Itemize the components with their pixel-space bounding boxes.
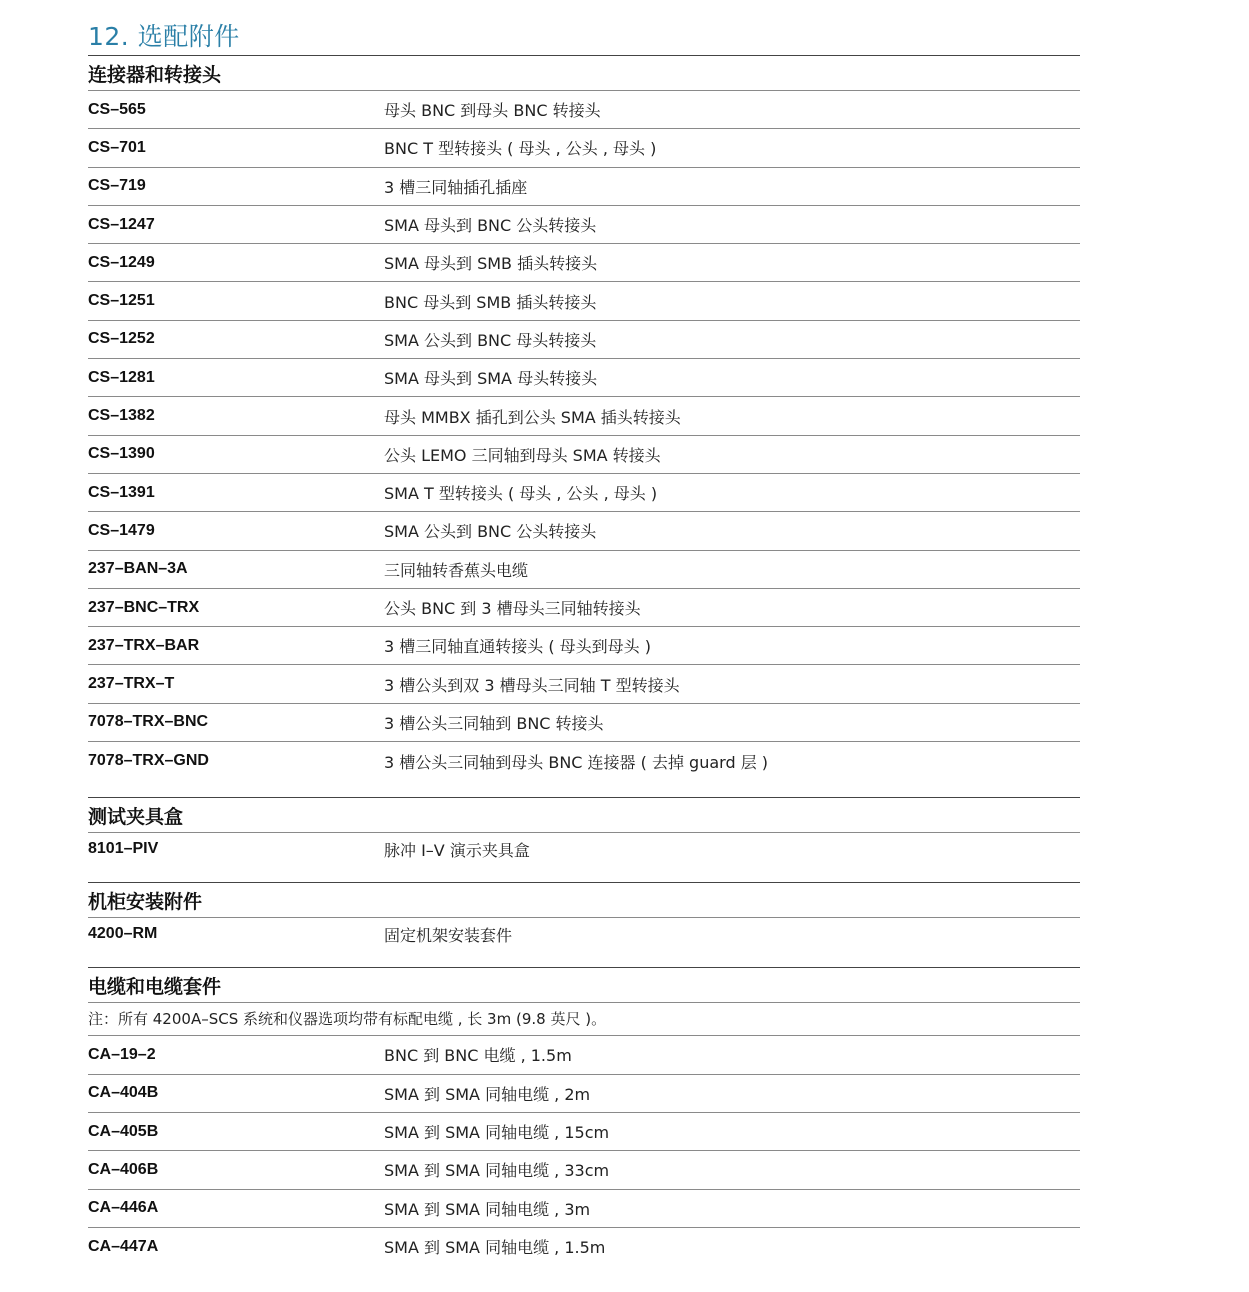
part-description: SMA 公头到 BNC 公头转接头 [384, 522, 597, 542]
table-row [88, 1036, 1080, 1074]
page-title: 12. 选配附件 [88, 22, 240, 51]
table-row [88, 627, 1080, 665]
part-description: 公头 BNC 到 3 槽母头三同轴转接头 [384, 599, 641, 618]
part-number: CS–1382 [88, 407, 155, 425]
part-description: 3 槽三同轴直通转接头 ( 母头到母头 ) [384, 637, 652, 657]
table-row [88, 436, 1080, 474]
section-heading: 机柜安装附件 [88, 883, 1080, 918]
part-number: CA–19–2 [88, 1045, 156, 1063]
section-note: 注：所有 4200A–SCS 系统和仪器选项均带有标配电缆 , 长 3m (9.8 英尺 )。 [88, 1003, 1080, 1036]
table-row [88, 359, 1080, 397]
part-number: CS–1391 [88, 483, 155, 501]
part-number: CA–405B [88, 1122, 159, 1140]
section-heading: 测试夹具盒 [88, 798, 1080, 833]
section-gap [88, 950, 1080, 967]
part-description: 公头 LEMO 三同轴到母头 SMA 转接头 [384, 445, 661, 465]
part-description: 3 槽公头三同轴到母头 BNC 连接器 ( 去掉 guard 层 ) [384, 752, 769, 772]
part-description: SMA 母头到 BNC 公头转接头 [384, 216, 597, 236]
part-number: CS–1281 [88, 368, 155, 386]
table-row [88, 397, 1080, 435]
part-description: SMA 到 SMA 同轴电缆 , 3m [384, 1199, 591, 1219]
table-row [88, 589, 1080, 627]
part-number: 7078–TRX–BNC [88, 713, 209, 731]
section-gap [88, 865, 1080, 882]
table-row [88, 321, 1080, 359]
part-number: CS–1251 [88, 292, 155, 310]
part-description: SMA 公头到 BNC 母头转接头 [384, 330, 597, 350]
table-row [88, 1228, 1080, 1266]
part-number: CS–1249 [88, 253, 155, 271]
table-row [88, 474, 1080, 512]
table-row [88, 742, 1080, 780]
part-description: 母头 BNC 到母头 BNC 转接头 [384, 101, 601, 121]
part-description: 3 槽公头三同轴到 BNC 转接头 [384, 713, 604, 733]
table-row [88, 129, 1080, 167]
part-description: 母头 MMBX 插孔到公头 SMA 插头转接头 [384, 407, 681, 427]
table-row [88, 168, 1080, 206]
table-row [88, 704, 1080, 742]
sections-container [88, 55, 1080, 1266]
part-description: SMA 到 SMA 同轴电缆 , 2m [384, 1084, 591, 1104]
section-heading: 连接器和转接头 [88, 56, 1080, 91]
accessory-section [88, 55, 1080, 780]
part-description: 3 槽三同轴插孔插座 [384, 177, 528, 197]
table-row [88, 91, 1080, 129]
table-row [88, 206, 1080, 244]
section-heading: 电缆和电缆套件 [88, 968, 1080, 1003]
part-description: SMA 到 SMA 同轴电缆 , 15cm [384, 1123, 610, 1143]
part-number: CS–1479 [88, 521, 155, 539]
part-number: 237–BNC–TRX [88, 598, 200, 616]
table-row [88, 1075, 1080, 1113]
table-row [88, 282, 1080, 320]
table-row [88, 551, 1080, 589]
part-number: CS–1252 [88, 330, 155, 348]
part-number: CA–446A [88, 1199, 159, 1217]
part-number: CA–447A [88, 1237, 159, 1255]
part-number: 7078–TRX–GND [88, 752, 209, 770]
table-row [88, 1190, 1080, 1228]
part-number: CS–1390 [88, 445, 155, 463]
part-description: SMA T 型转接头 ( 母头 , 公头 , 母头 ) [384, 484, 658, 504]
part-description: BNC T 型转接头 ( 母头 , 公头 , 母头 ) [384, 139, 657, 159]
part-number: CA–404B [88, 1084, 159, 1102]
accessory-section [88, 882, 1080, 950]
table-row [88, 918, 1080, 950]
part-description: SMA 到 SMA 同轴电缆 , 33cm [384, 1161, 610, 1181]
part-description: 脉冲 I–V 演示夹具盒 [384, 840, 530, 860]
part-description: SMA 母头到 SMB 插头转接头 [384, 254, 598, 274]
accessory-section [88, 967, 1080, 1266]
part-number: CS–719 [88, 177, 146, 195]
section-gap [88, 780, 1080, 797]
table-row [88, 512, 1080, 550]
part-number: 4200–RM [88, 925, 158, 943]
table-row [88, 244, 1080, 282]
table-row [88, 1151, 1080, 1189]
table-row [88, 833, 1080, 865]
part-number: 8101–PIV [88, 840, 159, 858]
part-number: CA–406B [88, 1160, 159, 1178]
part-description: BNC 到 BNC 电缆 , 1.5m [384, 1046, 572, 1066]
document-page [88, 0, 1080, 1266]
part-description: SMA 到 SMA 同轴电缆 , 1.5m [384, 1238, 606, 1258]
part-number: CS–701 [88, 138, 146, 156]
part-description: 3 槽公头到双 3 槽母头三同轴 T 型转接头 [384, 675, 680, 695]
table-row [88, 1113, 1080, 1151]
part-description: BNC 母头到 SMB 插头转接头 [384, 292, 597, 312]
part-number: CS–565 [88, 100, 146, 118]
part-number: 237–BAN–3A [88, 560, 188, 578]
table-row [88, 665, 1080, 703]
part-number: CS–1247 [88, 215, 155, 233]
part-description: 固定机架安装套件 [384, 925, 513, 945]
part-description: 三同轴转香蕉头电缆 [384, 560, 529, 580]
accessory-section [88, 797, 1080, 865]
part-number: 237–TRX–BAR [88, 636, 200, 654]
part-description: SMA 母头到 SMA 母头转接头 [384, 369, 598, 389]
part-number: 237–TRX–T [88, 675, 175, 693]
